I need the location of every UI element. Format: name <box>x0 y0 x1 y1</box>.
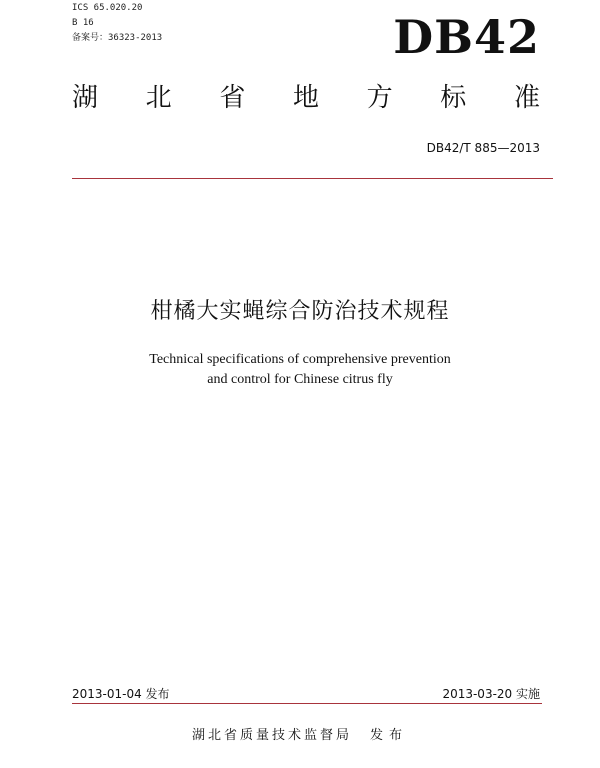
category-char: 标 <box>440 83 467 113</box>
ics-code: ICS 65.020.20 <box>72 3 143 13</box>
category-char: 湖 <box>72 83 99 113</box>
classification-code: B 16 <box>72 18 94 28</box>
category-char: 省 <box>219 83 246 113</box>
title-english-line-1: Technical specifications of comprehensive prevention <box>149 352 451 367</box>
record-number: 备案号：36323-2013 <box>72 33 163 43</box>
title-chinese: 柑橘大实蝇综合防治技术规程 <box>150 299 450 324</box>
category-char: 地 <box>292 83 319 113</box>
standard-category <box>72 80 540 116</box>
bottom-divider <box>72 703 542 704</box>
category-char: 准 <box>513 83 540 113</box>
standard-number: DB42/T 885—2013 <box>426 141 540 155</box>
publisher-organization: 湖北省质量技术监督局 <box>191 728 352 743</box>
issue-date: 2013-01-04 发布 <box>72 687 170 701</box>
category-char: 方 <box>366 83 393 113</box>
implementation-date: 2013-03-20 实施 <box>442 687 540 701</box>
publisher-line <box>0 727 600 745</box>
publish-label: 发布 <box>370 728 409 743</box>
standard-logo: DB42 <box>393 10 540 64</box>
top-divider <box>72 178 553 179</box>
title-english-line-2: and control for Chinese citrus fly <box>207 372 393 387</box>
category-char: 北 <box>145 83 172 113</box>
